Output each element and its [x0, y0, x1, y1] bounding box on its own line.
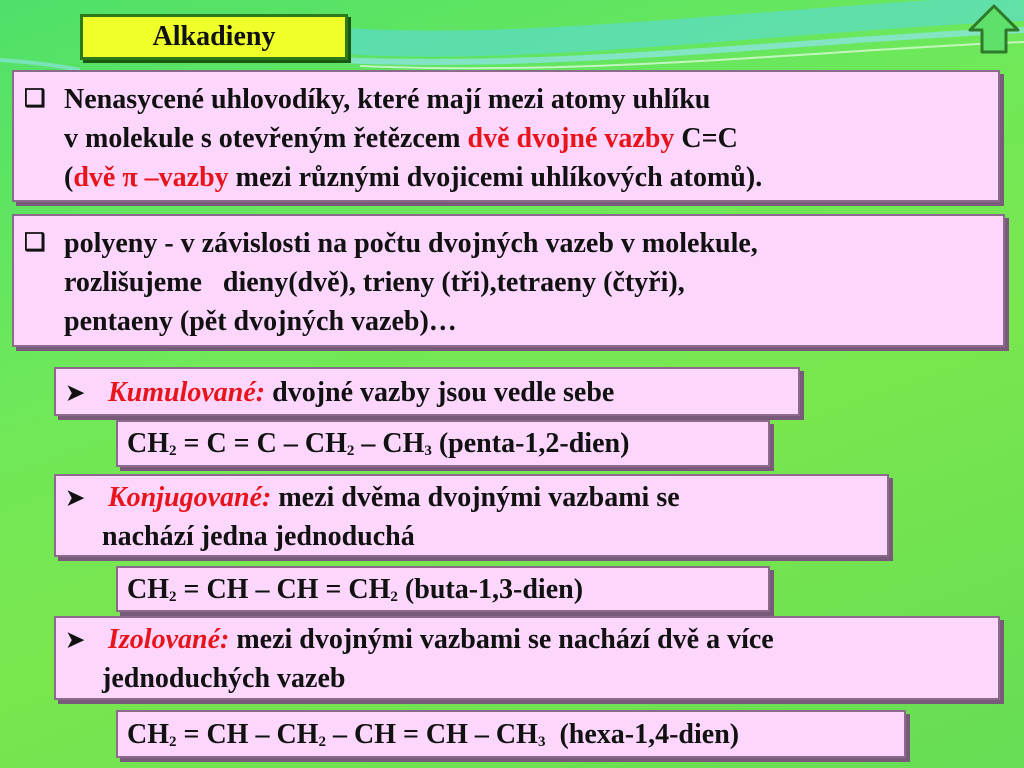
slide-title: Alkadieny	[152, 21, 276, 52]
polyenes-text	[64, 224, 993, 341]
home-arrow-icon[interactable]	[966, 2, 1022, 58]
conjugated-text: Konjugované: mezi dvěma dvojnými vazbami se nachází jedna jednoduchá	[102, 482, 680, 552]
cumulated-card	[54, 367, 800, 416]
definition-card	[12, 70, 1000, 202]
cumulated-term: Kumulované:	[108, 377, 266, 408]
formula-hexa-1-4-dien: $CH_2$ = CH – $CH_2$ – CH = CH – $CH_3$ (hexa-1,4-dien)	[116, 710, 906, 758]
arrow-bullet-icon: ➤	[66, 485, 85, 510]
conjugated-term: Konjugované:	[108, 482, 272, 513]
checkbox-bullet-icon: ❑	[24, 230, 46, 256]
cumulated-text: Kumulované: dvojné vazby jsou vedle sebe	[108, 377, 615, 408]
definition-line-3: (dvě π –vazby mezi různými dvojicemi uhlíkových atomů).	[64, 162, 763, 193]
checkbox-bullet-icon: ❑	[24, 86, 46, 112]
arrow-bullet-icon: ➤	[66, 627, 85, 652]
definition-text	[64, 80, 988, 197]
isolated-term: Izolované:	[108, 624, 230, 655]
slide-title-box	[80, 14, 348, 60]
arrow-bullet-icon: ➤	[66, 380, 85, 405]
highlight-pi-bonds: dvě π –vazby	[73, 162, 229, 193]
formula-penta-1-2-dien: $CH_2 = C = C - CH_2 - CH_3$ (penta-1,2-dien)	[116, 420, 770, 467]
definition-line-1: Nenasycené uhlovodíky, které mají mezi atomy uhlíku	[64, 84, 711, 115]
conjugated-card	[54, 474, 889, 557]
polyenes-line-2: rozlišujeme dieny(dvě), trieny (tři),tetraeny (čtyři),	[64, 267, 685, 298]
formula-buta-1-3-dien: $CH_2$ = CH – CH = $CH_2$ (buta-1,3-dien)	[116, 566, 770, 612]
polyenes-line-3: pentaeny (pět dvojných vazeb)…	[64, 306, 457, 337]
isolated-card	[54, 616, 1000, 700]
isolated-text: Izolované: mezi dvojnými vazbami se nachází dvě a více jednoduchých vazeb	[102, 624, 774, 694]
definition-line-2: v molekule s otevřeným řetězcem dvě dvojné vazby C=C	[64, 123, 738, 154]
polyenes-line-1: polyeny - v závislosti na počtu dvojných vazeb v molekule,	[64, 228, 758, 259]
highlight-two-double-bonds: dvě dvojné vazby	[467, 123, 675, 154]
polyenes-card	[12, 214, 1005, 347]
